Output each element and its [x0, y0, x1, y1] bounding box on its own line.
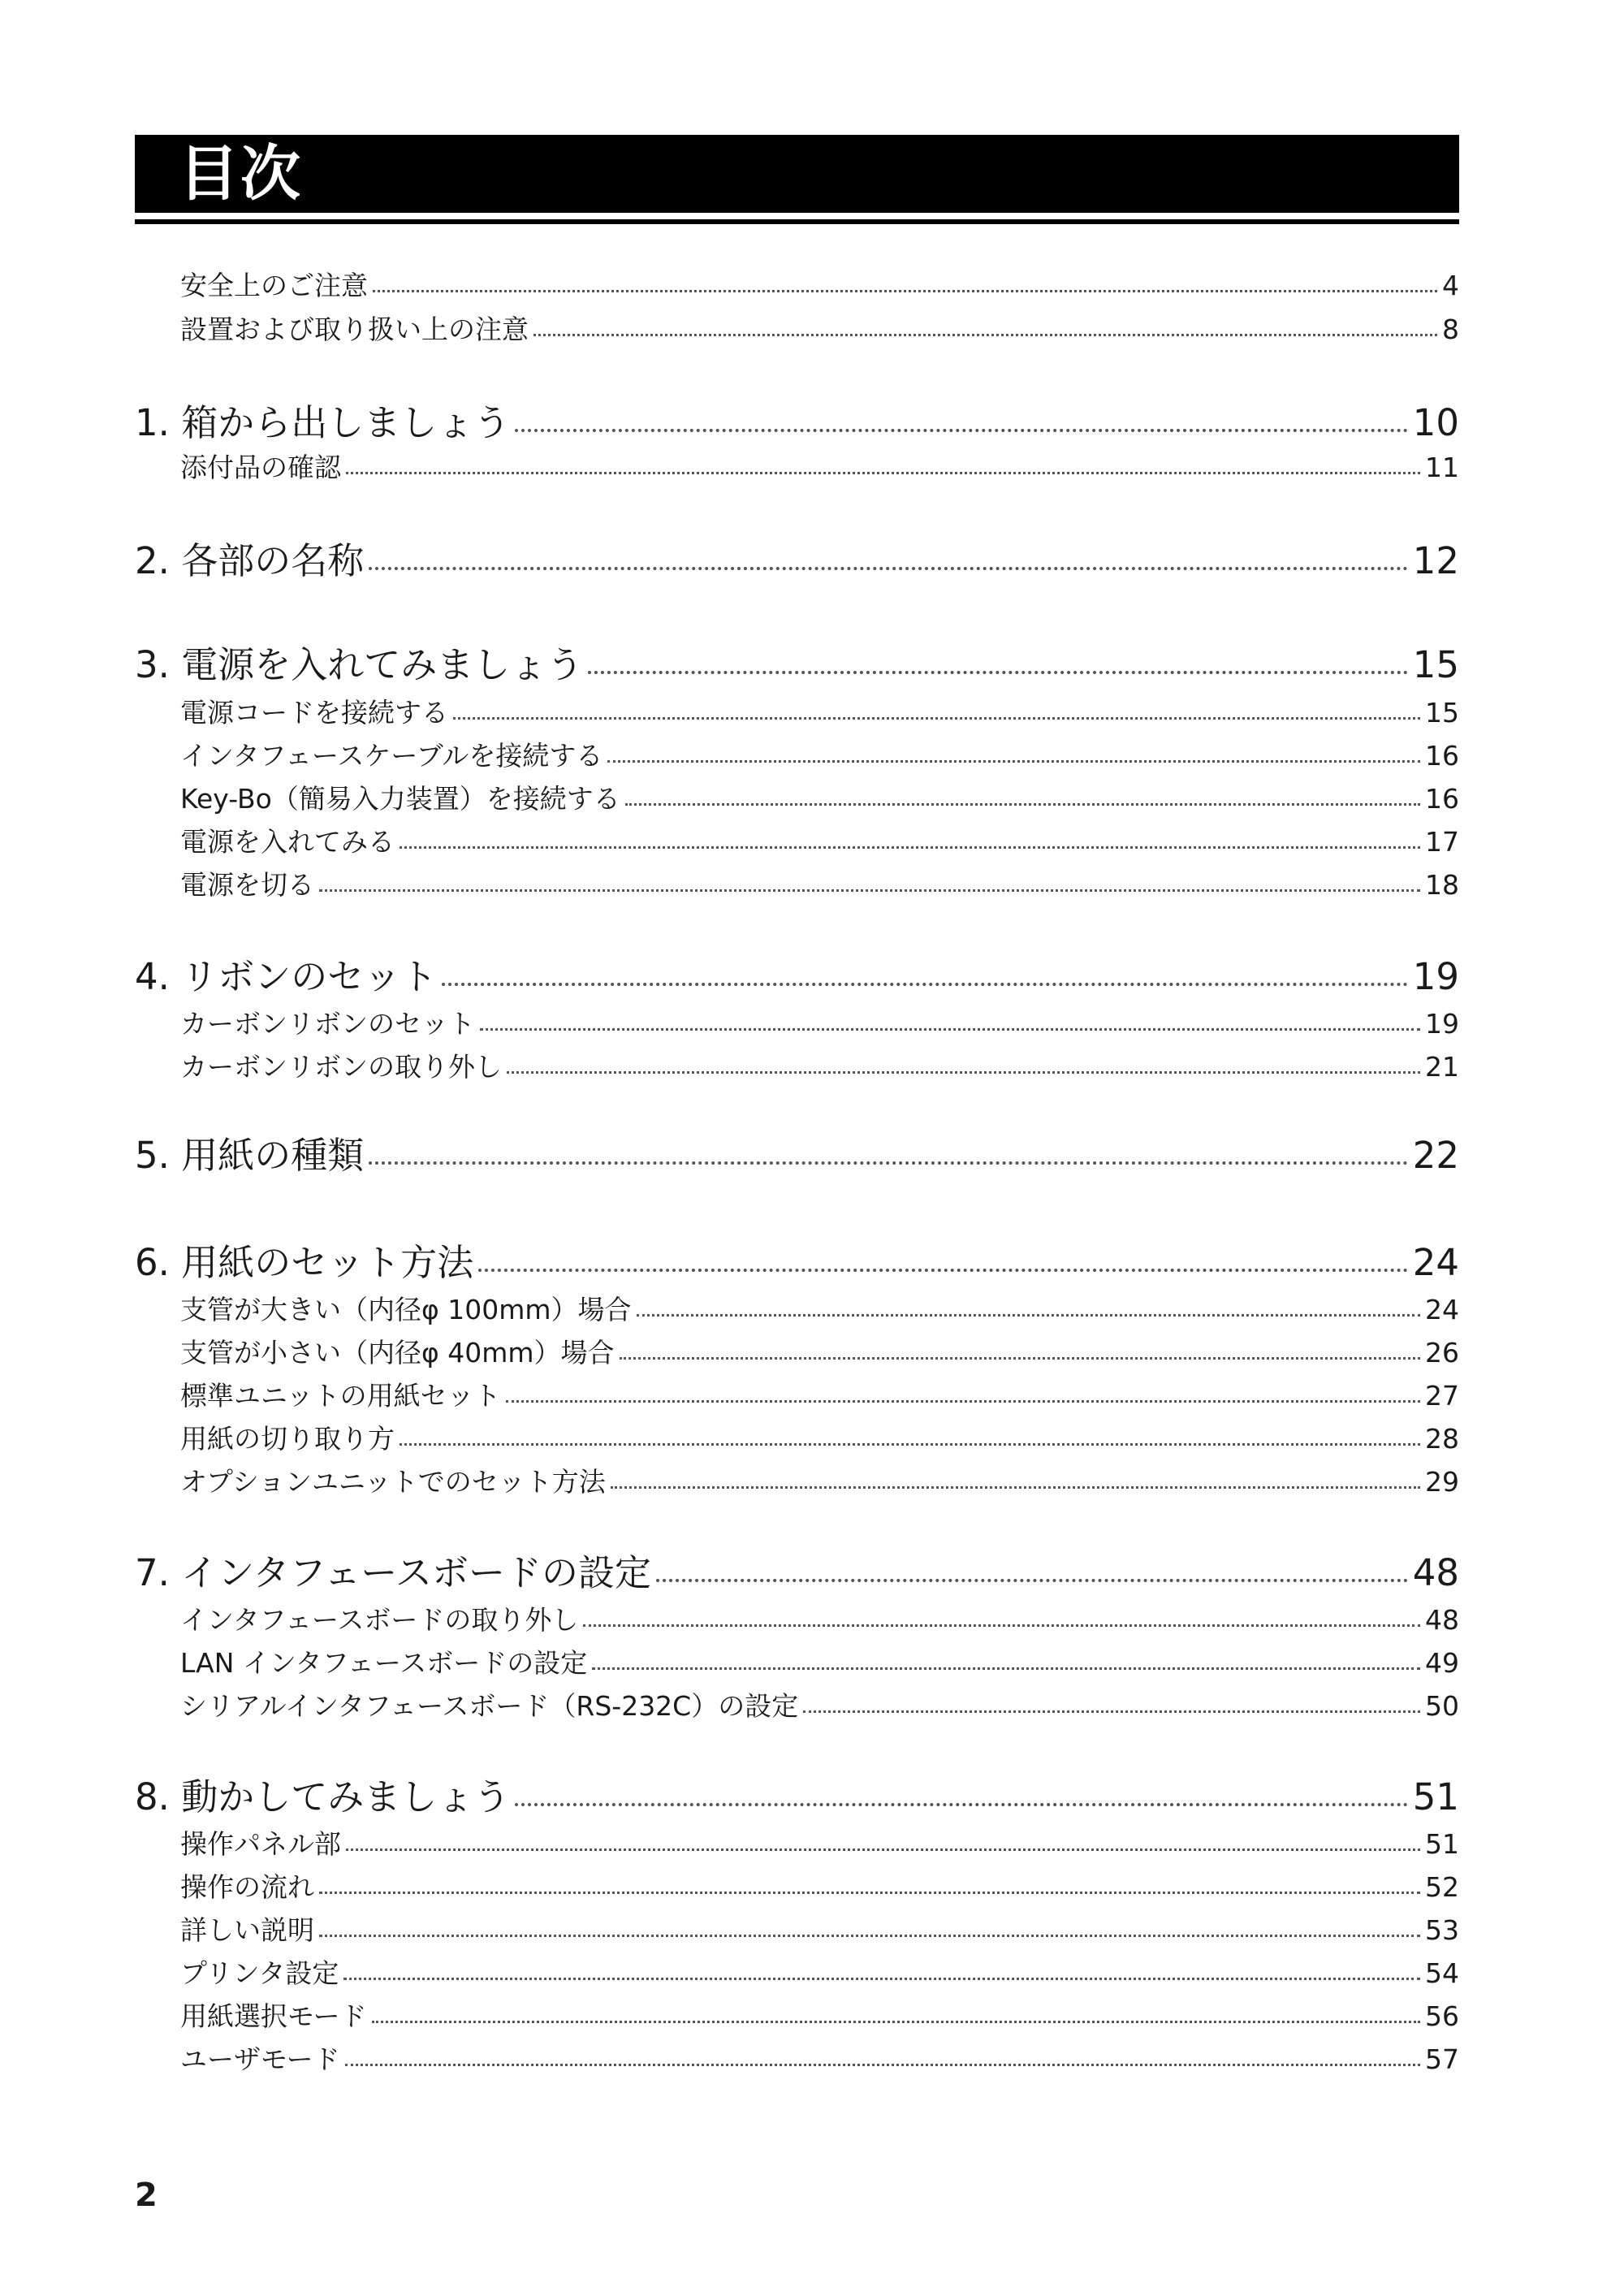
toc-entry-page: 11: [1425, 452, 1459, 483]
dot-leader: [507, 1071, 1420, 1074]
toc-entry-label: 電源コードを接続する: [180, 697, 448, 729]
dot-leader: [592, 1667, 1420, 1670]
toc-entry[interactable]: [180, 1909, 1459, 1947]
toc-entry-page: 4: [1442, 270, 1459, 301]
toc-entry[interactable]: [180, 778, 1459, 815]
toc-entry[interactable]: [180, 1823, 1459, 1861]
dot-leader: [319, 1935, 1420, 1937]
toc-entry-label: 操作パネル部: [180, 1828, 341, 1860]
toc-entry-label: 用紙の切り取り方: [180, 1423, 395, 1455]
toc-entry[interactable]: [180, 447, 1459, 484]
toc-chapter-label: 1. 箱から出しましょう: [135, 401, 511, 444]
dot-leader: [583, 1624, 1420, 1627]
toc-entry-label: Key-Bo（簡易入力装置）を接続する: [180, 783, 620, 815]
dot-leader: [400, 846, 1420, 849]
dot-leader: [372, 2021, 1420, 2023]
toc-chapter-label: 8. 動かしてみましょう: [135, 1775, 511, 1818]
toc-chapter-label: 2. 各部の名称: [135, 539, 365, 582]
toc-entry-page: 54: [1425, 1957, 1459, 1989]
dot-leader: [319, 1892, 1420, 1894]
toc-entry[interactable]: [180, 1461, 1459, 1498]
toc-entry[interactable]: [180, 1375, 1459, 1412]
toc-entry[interactable]: [180, 1952, 1459, 1990]
toc-entry-page: 16: [1425, 783, 1459, 815]
toc-entry[interactable]: [180, 1046, 1459, 1083]
dot-leader: [478, 1269, 1407, 1272]
dot-leader: [533, 334, 1437, 336]
toc-chapter-page: 24: [1412, 1241, 1459, 1284]
dot-leader: [442, 983, 1407, 986]
toc-entry[interactable]: [180, 1003, 1459, 1040]
toc-entry-label: インタフェースボードの取り外し: [180, 1604, 579, 1636]
toc-entry[interactable]: [180, 1289, 1459, 1326]
toc-entry[interactable]: [180, 1599, 1459, 1637]
toc-entry-label: インタフェースケーブルを接続する: [180, 740, 603, 772]
dot-leader: [637, 1314, 1420, 1317]
toc-entry-page: 18: [1425, 869, 1459, 901]
toc-chapter-page: 10: [1412, 401, 1459, 444]
toc-entry-label: 設置および取り扱い上の注意: [180, 313, 529, 345]
toc-entry-label: ユーザモード: [180, 2043, 340, 2075]
toc-entry-page: 27: [1425, 1380, 1459, 1412]
toc-chapter[interactable]: [135, 531, 1459, 582]
toc-chapter-page: 15: [1412, 643, 1459, 686]
toc-entry[interactable]: [180, 309, 1459, 346]
toc-entry-label: シリアルインタフェースボード（RS-232C）の設定: [180, 1690, 799, 1722]
toc-entry[interactable]: [180, 1418, 1459, 1455]
dot-leader: [803, 1710, 1420, 1713]
toc-entry-page: 17: [1425, 826, 1459, 858]
toc-entry-label: 標準ユニットの用紙セット: [180, 1380, 501, 1412]
toc-chapter-page: 12: [1412, 539, 1459, 582]
toc-entry-label: 操作の流れ: [180, 1871, 314, 1903]
toc-entry[interactable]: [180, 1332, 1459, 1369]
toc-chapter-page: 51: [1412, 1775, 1459, 1818]
toc-entry-page: 15: [1425, 697, 1459, 729]
dot-leader: [588, 671, 1407, 674]
page-number: 2: [135, 2177, 158, 2214]
dot-leader: [506, 1400, 1420, 1403]
dot-leader: [625, 803, 1420, 806]
dot-leader: [346, 472, 1420, 474]
toc-entry-label: 支管が小さい（内径φ 40mm）場合: [180, 1337, 615, 1369]
dot-leader: [319, 889, 1420, 892]
toc-entry-label: 安全上のご注意: [180, 270, 368, 301]
toc-entry[interactable]: [180, 265, 1459, 302]
toc-entry[interactable]: [180, 1642, 1459, 1680]
toc-entry-label: カーボンリボンの取り外し: [180, 1051, 502, 1083]
dot-leader: [369, 567, 1407, 570]
dot-leader: [400, 1443, 1420, 1446]
toc-entry-page: 28: [1425, 1423, 1459, 1455]
toc-entry-page: 21: [1425, 1051, 1459, 1083]
toc-entry-page: 50: [1425, 1690, 1459, 1722]
toc-chapter[interactable]: [135, 1767, 1459, 1818]
toc-chapter-page: 48: [1412, 1551, 1459, 1594]
toc-entry[interactable]: [180, 735, 1459, 772]
dot-leader: [607, 760, 1420, 763]
toc-entry[interactable]: [180, 1995, 1459, 2033]
toc-entry[interactable]: [180, 821, 1459, 858]
toc-entry-label: 用紙選択モード: [180, 2000, 367, 2032]
toc-entry-label: 電源を切る: [180, 869, 314, 901]
toc-chapter-label: 3. 電源を入れてみましょう: [135, 643, 584, 686]
toc-chapter[interactable]: [135, 1543, 1459, 1593]
toc-entry[interactable]: [180, 1685, 1459, 1723]
toc-chapter-label: 7. インタフェースボードの設定: [135, 1551, 651, 1594]
dot-leader: [373, 290, 1437, 292]
dot-leader: [369, 1161, 1407, 1165]
toc-entry-page: 56: [1425, 2000, 1459, 2032]
toc-chapter[interactable]: [135, 635, 1459, 685]
toc-entry-page: 57: [1425, 2043, 1459, 2075]
toc-chapter-label: 5. 用紙の種類: [135, 1134, 365, 1177]
dot-leader: [620, 1357, 1420, 1360]
toc-chapter[interactable]: [135, 1126, 1459, 1176]
dot-leader: [656, 1579, 1408, 1582]
toc-entry-page: 19: [1425, 1008, 1459, 1040]
toc-entry-page: 48: [1425, 1604, 1459, 1636]
dot-leader: [480, 1028, 1420, 1031]
dot-leader: [515, 1803, 1407, 1806]
toc-entry-label: 詳しい説明: [180, 1914, 314, 1946]
toc-entry-label: LAN インタフェースボードの設定: [180, 1647, 588, 1679]
toc-chapter-label: 4. リボンのセット: [135, 955, 438, 998]
dot-leader: [515, 429, 1407, 432]
dot-leader: [346, 1848, 1420, 1851]
toc-entry-page: 51: [1425, 1828, 1459, 1860]
toc-entry[interactable]: [180, 2039, 1459, 2076]
toc-chapter-label: 6. 用紙のセット方法: [135, 1241, 474, 1284]
toc-entry-page: 52: [1425, 1871, 1459, 1903]
toc-chapter-page: 19: [1412, 955, 1459, 998]
toc-entry-page: 16: [1425, 740, 1459, 772]
dot-leader: [343, 1978, 1420, 1980]
toc-entry-label: 支管が大きい（内径φ 100mm）場合: [180, 1294, 632, 1325]
dot-leader: [345, 2064, 1420, 2066]
page-title: 目次: [179, 139, 302, 209]
toc-entry-page: 24: [1425, 1294, 1459, 1325]
dot-leader: [453, 717, 1420, 720]
dot-leader: [611, 1486, 1420, 1489]
toc-entry[interactable]: [180, 1866, 1459, 1904]
toc-entry-page: 8: [1442, 313, 1459, 345]
toc-entry[interactable]: [180, 692, 1459, 729]
toc-entry-page: 26: [1425, 1337, 1459, 1369]
toc-entry-label: プリンタ設定: [180, 1957, 339, 1989]
toc-entry-page: 53: [1425, 1914, 1459, 1946]
toc-entry-label: オプションユニットでのセット方法: [180, 1466, 606, 1498]
toc-entry-page: 29: [1425, 1466, 1459, 1498]
toc-entry-label: 電源を入れてみる: [180, 826, 395, 858]
toc-chapter[interactable]: [135, 1233, 1459, 1283]
toc-entry-label: 添付品の確認: [180, 452, 341, 483]
toc-entry-page: 49: [1425, 1647, 1459, 1679]
toc-entry-label: カーボンリボンのセット: [180, 1008, 475, 1040]
toc-chapter-page: 22: [1412, 1134, 1459, 1177]
toc-chapter[interactable]: [135, 393, 1459, 443]
toc-chapter[interactable]: [135, 947, 1459, 997]
toc-entry[interactable]: [180, 864, 1459, 902]
